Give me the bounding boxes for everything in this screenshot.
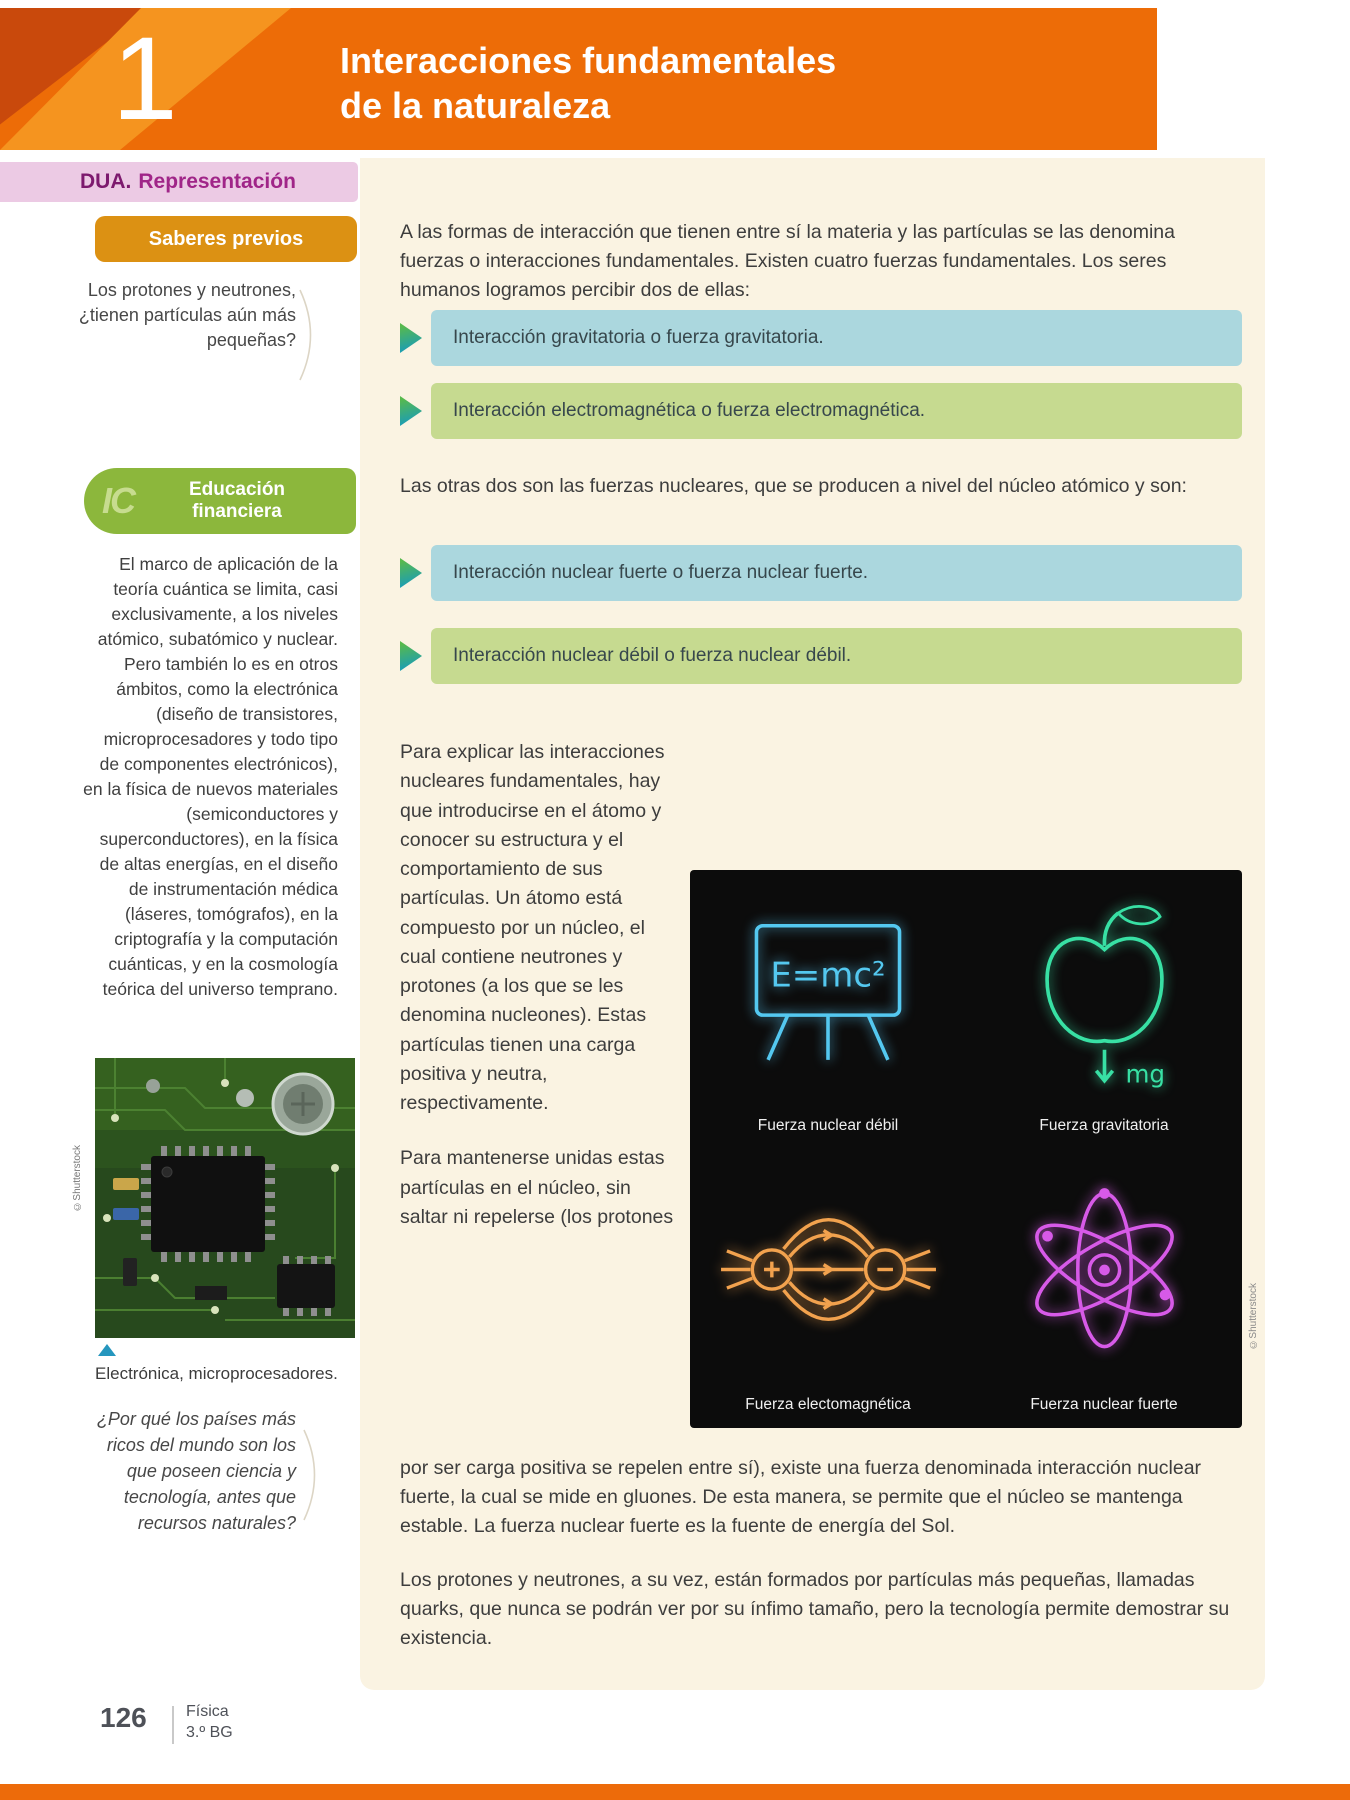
callout-gravitatoria	[400, 310, 1242, 366]
speech-bubble-arc-2	[302, 1428, 326, 1522]
column-paragraph-2: Para mantenerse unidas estas partículas en el núcleo, sin saltar ni repelerse (los protones	[400, 1147, 674, 1228]
callout-text: Interacción electromagnética o fuerza electromagnética.	[453, 400, 926, 421]
callout-electromagnetica	[400, 383, 1242, 439]
figure-label: Fuerza gravitatoria	[1039, 1117, 1169, 1134]
bottom-orange-bar	[0, 1784, 1350, 1800]
figure-cell-strong-force	[966, 1149, 1242, 1428]
callout-box	[431, 383, 1242, 439]
arrow-icon	[400, 558, 422, 588]
charges-field-icon	[711, 1206, 946, 1333]
circuit-board-illustration	[95, 1058, 355, 1338]
unit-title-line2: de la naturaleza	[340, 85, 611, 126]
photo-credit-sidebar: ©Shutterstock	[72, 1145, 83, 1212]
educacion-financiera-title-line1: Educación	[188, 478, 286, 500]
educacion-financiera-title	[134, 479, 356, 524]
column-paragraph-1: Para explicar las interacciones nucleares fundamentales, hay que introducirse en el átomo y conocer su estructura y el comportamiento de sus partículas. Un átomo está compuesto por un núcleo, el cual contiene neutrones y protones (a los que se les denomina nucleones). Estas partículas tienen una carga positiva y neutra, respectivamente.	[400, 741, 665, 1114]
arrow-icon	[400, 396, 422, 426]
reflection-question: ¿Por qué los países más ricos del mundo son los que poseen ciencia y tecnología, antes que recursos naturales?	[96, 1409, 296, 1534]
svg-text:mg: mg	[1124, 1059, 1165, 1089]
callout-box	[431, 628, 1242, 684]
footer-grade: 3.º BG	[186, 1724, 233, 1741]
dua-text: Representación	[138, 170, 296, 193]
caption-triangle-icon	[98, 1344, 116, 1356]
continuation-paragraph: por ser carga positiva se repelen entre sí), existe una fuerza denominada interacción nuclear fuerte, la cual se mide en gluones. De esta manera, se permite que el núcleo se mantenga estable. La fuerza nuclear fuerte es la fuente de energía del Sol.	[400, 1457, 1202, 1537]
callout-box	[431, 310, 1242, 366]
educacion-financiera-logo-icon: IC	[102, 480, 134, 521]
main-content-panel	[360, 158, 1265, 1690]
footer-subject: Física	[186, 1703, 229, 1720]
figure-cell-weak-force	[690, 870, 966, 1149]
unit-number: 1	[112, 13, 178, 145]
unit-title	[340, 38, 836, 128]
callout-text: Interacción nuclear débil o fuerza nuclear débil.	[453, 645, 852, 666]
educacion-financiera-header	[84, 468, 356, 534]
saberes-previos-header	[95, 216, 357, 262]
apple-gravity-icon	[1027, 893, 1182, 1089]
dua-band	[0, 162, 358, 202]
figure-cell-gravity	[966, 870, 1242, 1149]
educacion-financiera-body: El marco de aplicación de la teoría cuántica se limita, casi exclusivamente, a los niveles atómico, subatómico y nuclear. Pero también lo es en otros ámbitos, como la electrónica (diseño de transistores, microprocesadores y todo tipo de componentes electrónicos), en la física de nuevos materiales (semiconductores y superconductores), en la física de altas energías, en el diseño de instrumentación médica (láseres, tomógrafos), en la criptografía y la computación cuánticas, y en la cosmología teórica del universo temprano.	[83, 554, 338, 1000]
photo-credit-figure: ©Shutterstock	[1248, 1283, 1259, 1350]
callout-text: Interacción nuclear fuerte o fuerza nuclear fuerte.	[453, 562, 869, 583]
unit-title-line1: Interacciones fundamentales	[340, 40, 837, 81]
callout-text: Interacción gravitatoria o fuerza gravitatoria.	[453, 327, 824, 348]
intro-paragraph: A las formas de interacción que tienen entre sí la materia y las partículas se las denomina fuerzas o interacciones fundamentales. Existen cuatro fuerzas fundamentales. Los seres humanos logramos percibir dos de ellas:	[400, 221, 1175, 301]
atom-icon	[1012, 1181, 1197, 1359]
callout-nuclear-fuerte	[400, 545, 1242, 601]
atom-text-column	[400, 738, 674, 1258]
saberes-previos-question: Los protones y neutrones, ¿tienen partículas aún más pequeñas?	[78, 280, 296, 351]
footer-divider	[172, 1706, 174, 1744]
speech-bubble-arc	[298, 288, 322, 382]
arrow-icon	[400, 323, 422, 353]
blackboard-emc2-icon	[733, 915, 923, 1067]
final-paragraph: Los protones y neutrones, a su vez, están formados por partículas más pequeñas, llamadas quarks, que nunca se podrán ver por su ínfimo tamaño, pero la tecnología permite demostrar su existencia.	[400, 1569, 1230, 1649]
arrow-icon	[400, 641, 422, 671]
forces-figure	[690, 870, 1242, 1428]
figure-label: Fuerza nuclear fuerte	[1030, 1396, 1178, 1413]
figure-label: Fuerza nuclear débil	[757, 1117, 899, 1134]
circuit-board-image	[95, 1058, 355, 1338]
svg-text:E=mc²: E=mc²	[770, 955, 886, 996]
educacion-financiera-title-line2: financiera	[192, 501, 282, 522]
figure-cell-electromagnetic	[690, 1149, 966, 1428]
middle-paragraph: Las otras dos son las fuerzas nucleares, que se producen a nivel del núcleo atómico y son:	[400, 475, 1187, 497]
callout-box	[431, 545, 1242, 601]
unit-header	[0, 8, 1157, 150]
circuit-image-caption: Electrónica, microprocesadores.	[95, 1364, 338, 1383]
saberes-previos-title: Saberes previos	[148, 227, 304, 250]
page-number: 126	[100, 1702, 147, 1733]
dua-label: DUA.	[80, 170, 132, 193]
figure-label: Fuerza electomagnética	[745, 1396, 911, 1413]
callout-nuclear-debil	[400, 628, 1242, 684]
